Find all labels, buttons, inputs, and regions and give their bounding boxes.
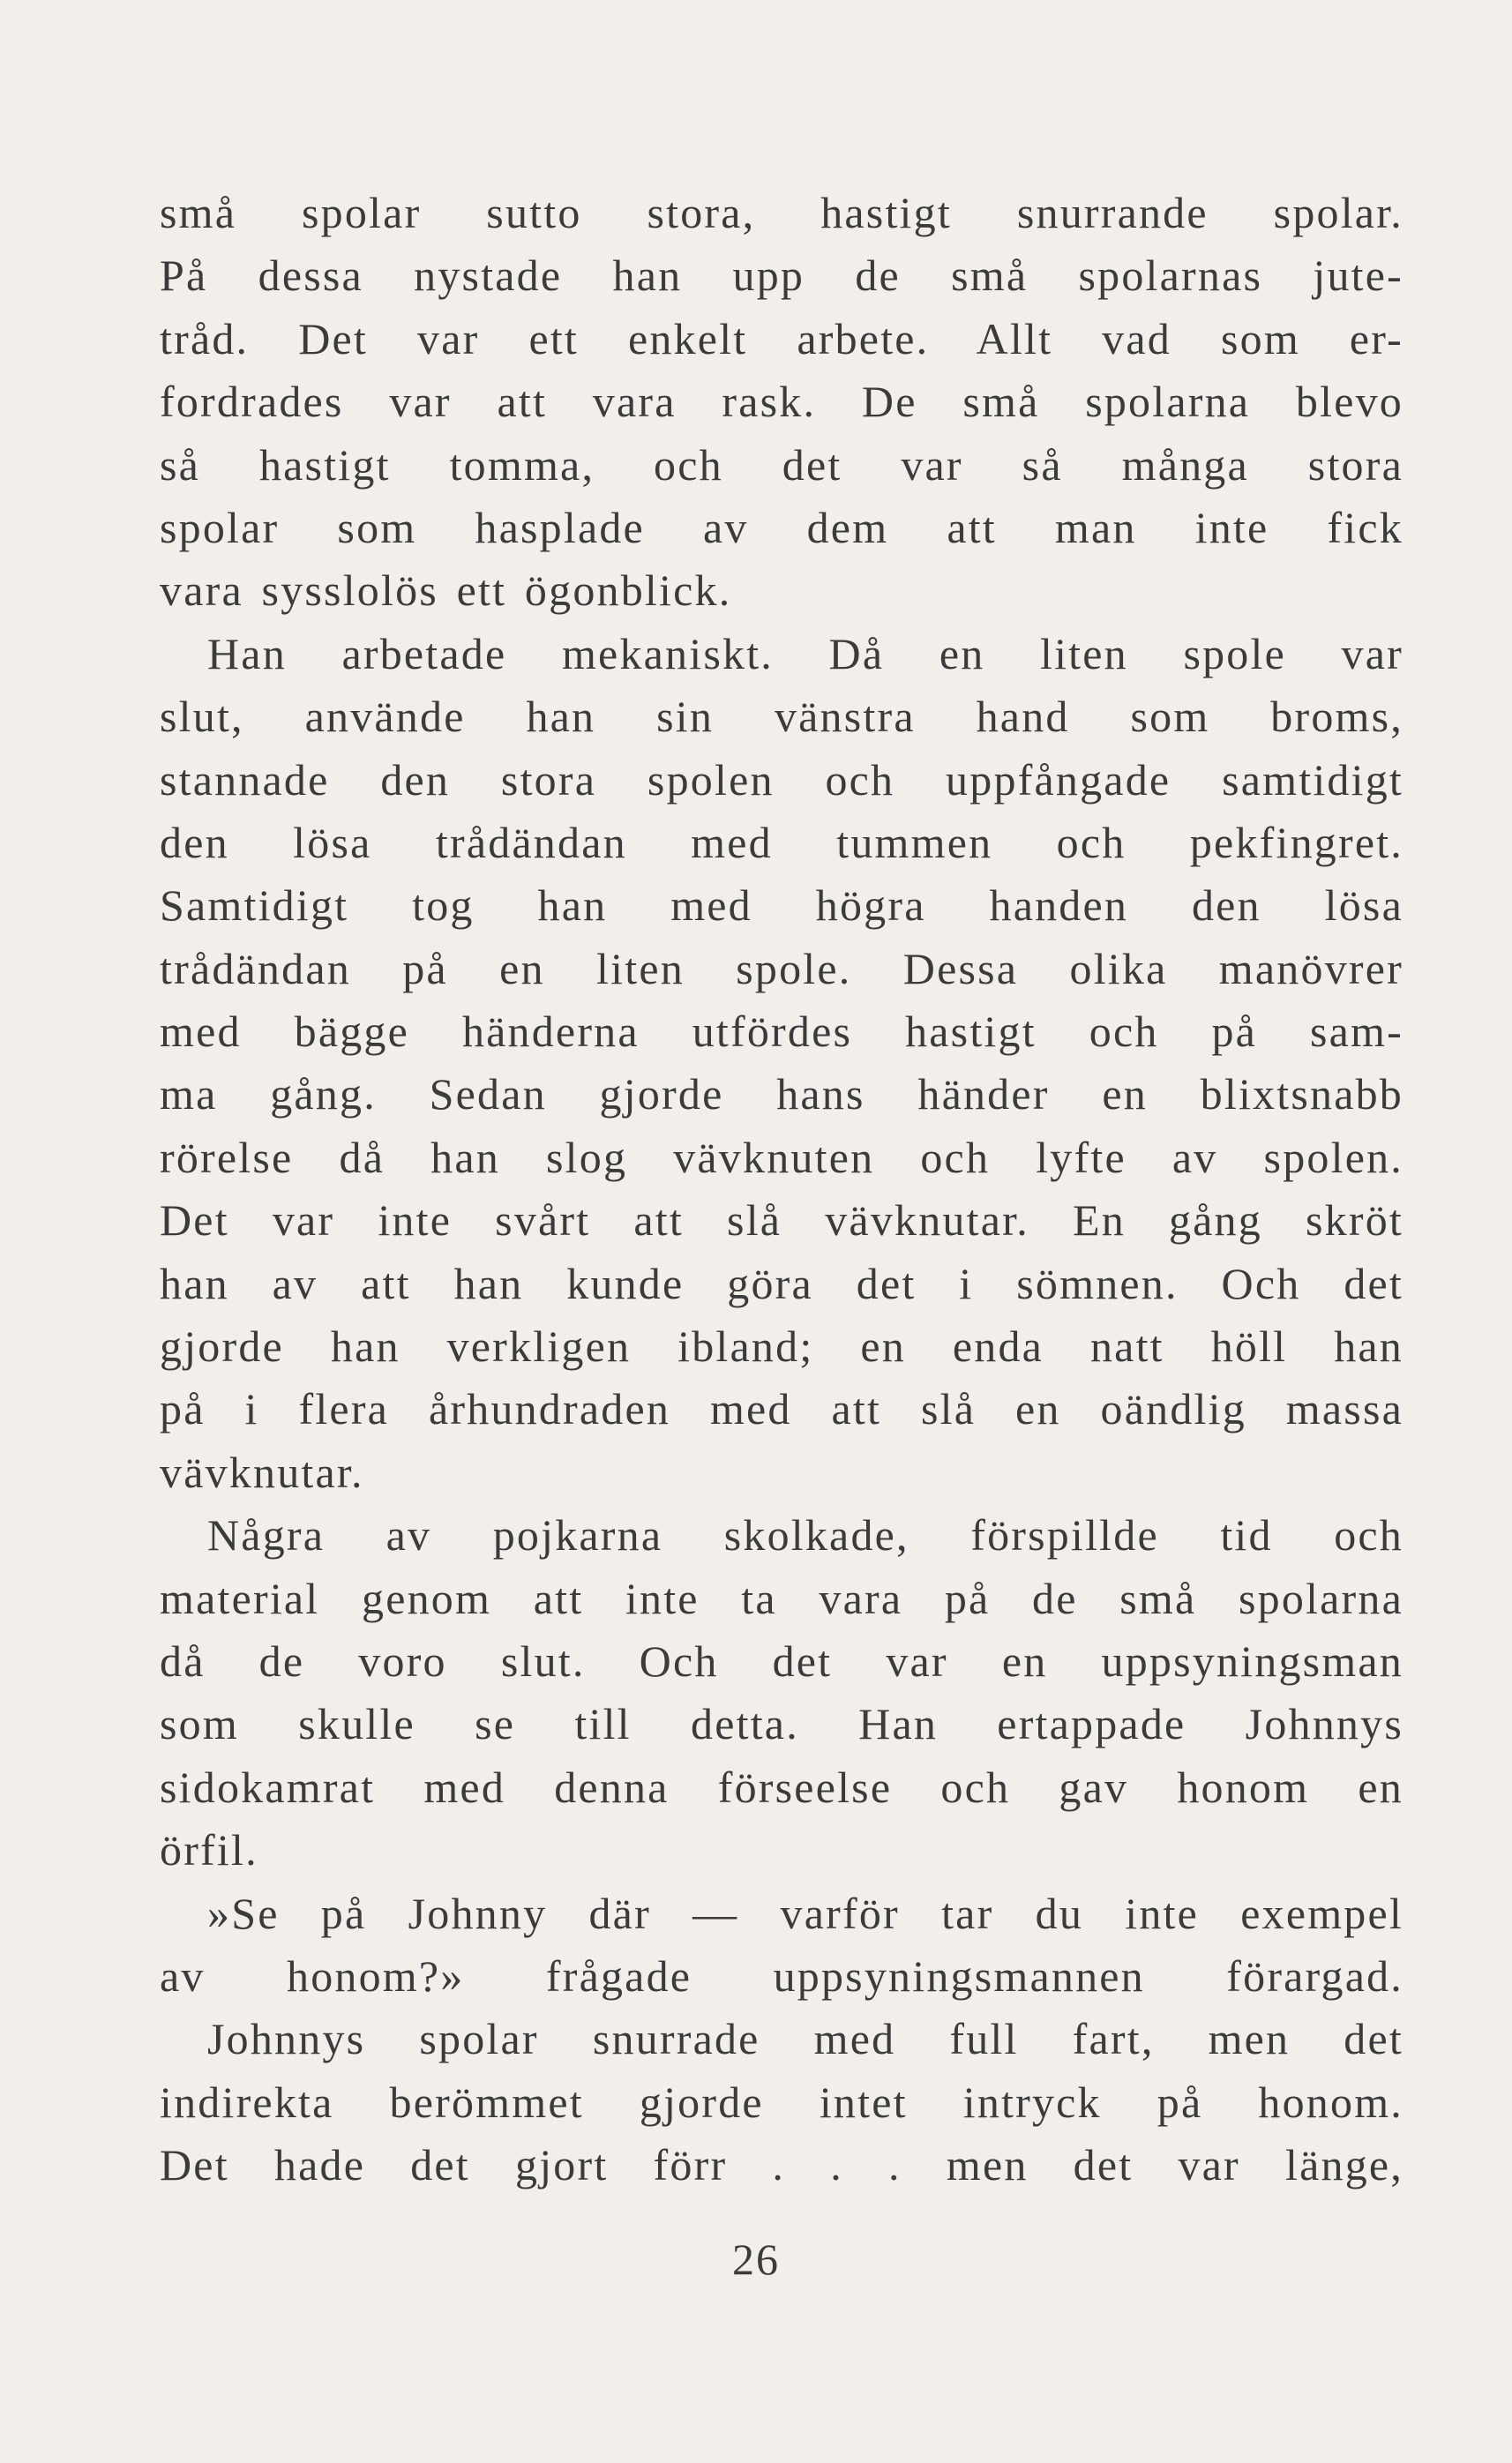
page-number: 26 xyxy=(732,2235,780,2284)
text-line: Det hade det gjort förr . . . men det var länge, xyxy=(160,2140,1403,2190)
text-line: rörelse då han slog vävknuten och lyfte av spolen. xyxy=(160,1132,1403,1182)
text-line: sidokamrat med denna förseelse och gav honom en xyxy=(160,1762,1403,1812)
text-line: ma gång. Sedan gjorde hans händer en blixtsnabb xyxy=(160,1069,1403,1119)
text-line: På dessa nystade han upp de små spolarnas jute- xyxy=(160,251,1403,301)
text-line: vävknutar. xyxy=(160,1447,364,1497)
text-line: »Se på Johnny där — varför tar du inte exempel xyxy=(207,1888,1403,1938)
text-line: små spolar sutto stora, hastigt snurrande spolar. xyxy=(160,188,1403,237)
text-line: Några av pojkarna skolkade, förspillde tid och xyxy=(207,1510,1403,1561)
text-line: som skulle se till detta. Han ertappade Johnnys xyxy=(160,1699,1403,1749)
text-line: Johnnys spolar snurrade med full fart, men det xyxy=(207,2014,1403,2064)
text-line: Samtidigt tog han med högra handen den lösa xyxy=(160,880,1403,931)
text-line: på i flera århundraden med att slå en oändlig massa xyxy=(160,1384,1403,1434)
text-line: trådändan på en liten spole. Dessa olika manövrer xyxy=(160,943,1403,993)
text-line: material genom att inte ta vara på de små spolarna xyxy=(160,1573,1403,1623)
text-line: fordrades var att vara rask. De små spolarna blevo xyxy=(160,377,1403,427)
text-line: örfil. xyxy=(160,1825,258,1875)
body-text xyxy=(160,182,1403,2197)
text-line: indirekta berömmet gjorde intet intryck på honom. xyxy=(160,2077,1403,2127)
text-line: spolar som hasplade av dem att man inte fick xyxy=(160,502,1403,552)
text-line: den lösa trådändan med tummen och pekfingret. xyxy=(160,817,1403,867)
text-line: av honom?» frågade uppsyningsmannen förargad. xyxy=(160,1950,1403,2001)
text-line: tråd. Det var ett enkelt arbete. Allt vad som er- xyxy=(160,313,1403,363)
text-line: Det var inte svårt att slå vävknutar. En gång skröt xyxy=(160,1195,1403,1246)
text-line: Han arbetade mekaniskt. Då en liten spole var xyxy=(207,628,1403,678)
text-line: vara sysslolös ett ögonblick. xyxy=(160,565,732,616)
text-line: stannade den stora spolen och uppfångade samtidigt xyxy=(160,754,1403,805)
text-line: gjorde han verkligen ibland; en enda natt höll han xyxy=(160,1321,1403,1372)
text-line: då de voro slut. Och det var en uppsyningsman xyxy=(160,1636,1403,1686)
text-line: med bägge händerna utfördes hastigt och på sam- xyxy=(160,1007,1403,1057)
text-line: han av att han kunde göra det i sömnen. Och det xyxy=(160,1258,1403,1308)
text-line: så hastigt tomma, och det var så många stora xyxy=(160,439,1403,490)
text-line: slut, använde han sin vänstra hand som broms, xyxy=(160,692,1403,742)
